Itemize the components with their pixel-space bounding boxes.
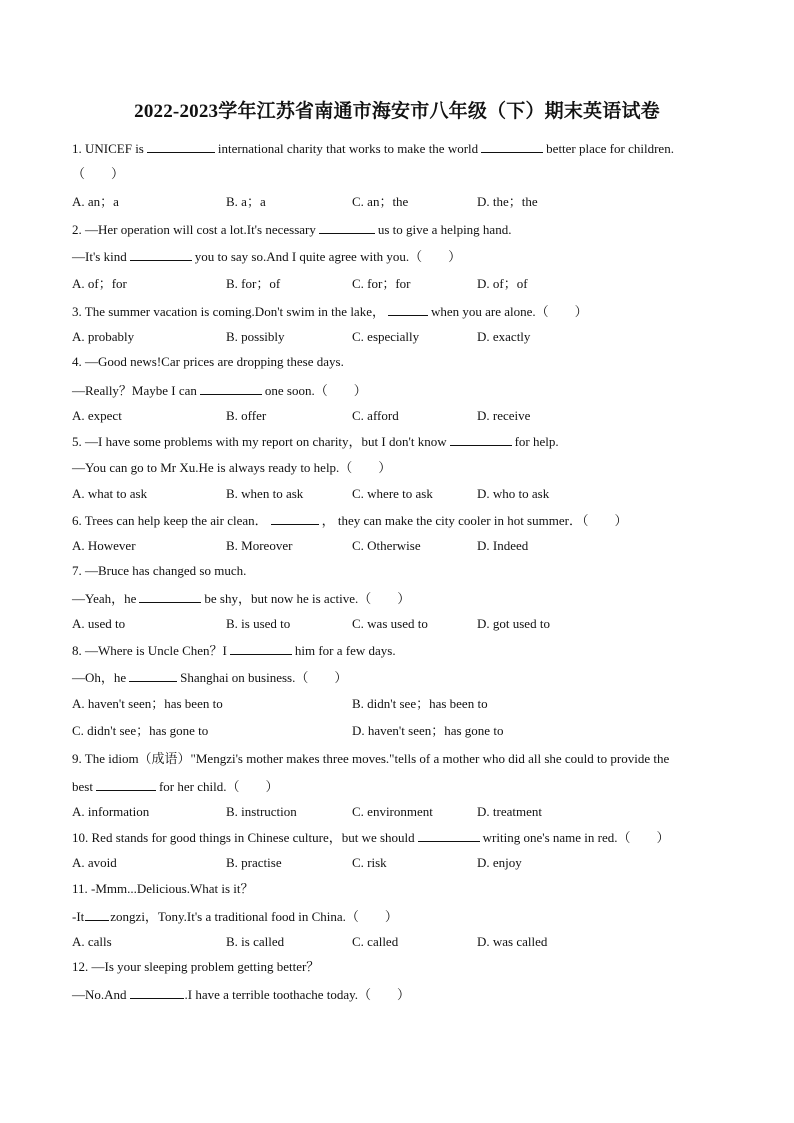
q4-text-c: one soon.（ ） <box>264 383 367 398</box>
q2-option-b: B. for；of <box>226 276 281 291</box>
q2-text-a: 2. —Her operation will cost a lot.It's necessary <box>72 222 316 237</box>
q1-text-a: 1. UNICEF is <box>72 141 144 156</box>
answer-blank <box>139 590 201 603</box>
q2-option-c: C. for；for <box>352 276 411 291</box>
q10-option-d: D. enjoy <box>477 855 522 870</box>
answer-blank <box>230 642 292 655</box>
q6-option-d: D. Indeed <box>477 538 529 553</box>
question-4-reply <box>72 382 367 399</box>
question-3-stem <box>72 303 588 320</box>
q11-option-c: C. called <box>352 934 399 949</box>
q10-option-b: B. practise <box>226 855 282 870</box>
q4-option-d: D. receive <box>477 408 531 423</box>
answer-blank <box>200 382 262 395</box>
q5-option-b: B. when to ask <box>226 486 304 501</box>
q8-option-a: A. haven't seen；has been to <box>72 696 223 711</box>
q8-option-b: B. didn't see；has been to <box>352 696 488 711</box>
q1-option-b: B. a；a <box>226 194 266 209</box>
q2-option-a: A. of；for <box>72 276 127 291</box>
answer-blank <box>129 669 177 682</box>
q9-option-a: A. information <box>72 804 150 819</box>
q3-text-a: 3. The summer vacation is coming.Don't swim in the lake， <box>72 304 385 319</box>
q9-option-c: C. environment <box>352 804 433 819</box>
q3-text-b: when you are alone.（ ） <box>430 304 588 319</box>
question-9-stem-cont <box>72 778 278 795</box>
q11-option-a: A. calls <box>72 934 112 949</box>
q6-text-b: ， they can make the city cooler in hot summer．（ ） <box>321 513 628 528</box>
q12-text-c: .I have a terrible toothache today.（ ） <box>184 987 411 1002</box>
q3-option-b: B. possibly <box>226 329 285 344</box>
question-5-stem <box>72 433 559 450</box>
q6-option-a: A. However <box>72 538 136 553</box>
q8-text-b: him for a few days. <box>294 643 396 658</box>
q7-text-b: —Yeah，he <box>72 591 137 606</box>
q1-option-c: C. an；the <box>352 194 409 209</box>
q1-text-c: better place for children. <box>546 141 674 156</box>
question-4-stem: 4. —Good news!Car prices are dropping these days. <box>72 354 344 369</box>
q1-option-a: A. an；a <box>72 194 119 209</box>
question-2-reply <box>72 248 461 265</box>
answer-blank <box>130 986 184 999</box>
q10-option-a: A. avoid <box>72 855 117 870</box>
q10-text-a: 10. Red stands for good things in Chinese culture，but we should <box>72 830 415 845</box>
q6-text-a: 6. Trees can help keep the air clean． <box>72 513 268 528</box>
answer-blank <box>96 778 156 791</box>
q5-option-c: C. where to ask <box>352 486 433 501</box>
q4-option-c: C. afford <box>352 408 399 423</box>
question-1-stem <box>72 140 674 157</box>
answer-blank <box>147 140 215 153</box>
q9-text-b: best <box>72 779 93 794</box>
question-2-stem <box>72 221 511 238</box>
question-5-reply: —You can go to Mr Xu.He is always ready to help.（ ） <box>72 460 392 475</box>
q5-option-a: A. what to ask <box>72 486 148 501</box>
answer-blank <box>450 433 512 446</box>
q8-option-d: D. haven't seen；has gone to <box>352 723 504 738</box>
q9-option-b: B. instruction <box>226 804 297 819</box>
question-6-stem <box>72 512 627 529</box>
q6-option-c: C. Otherwise <box>352 538 421 553</box>
q7-option-b: B. is used to <box>226 616 291 631</box>
q5-text-a: 5. —I have some problems with my report on charity，but I don't know <box>72 434 447 449</box>
question-11-reply <box>72 908 398 925</box>
answer-blank <box>85 908 109 921</box>
q3-option-a: A. probably <box>72 329 135 344</box>
exam-title: 2022-2023学年江苏省南通市海安市八年级（下）期末英语试卷 <box>134 101 660 122</box>
q4-option-a: A. expect <box>72 408 122 423</box>
q11-option-d: D. was called <box>477 934 548 949</box>
question-12-stem: 12. —Is your sleeping problem getting better？ <box>72 959 320 974</box>
q5-option-d: D. who to ask <box>477 486 550 501</box>
q9-text-c: for her child.（ ） <box>158 779 279 794</box>
q9-option-d: D. treatment <box>477 804 542 819</box>
q1-option-d: D. the；the <box>477 194 538 209</box>
q6-option-b: B. Moreover <box>226 538 293 553</box>
q4-option-b: B. offer <box>226 408 267 423</box>
q10-text-b: writing one's name in red.（ ） <box>482 830 670 845</box>
q2-text-d: you to say so.And I quite agree with you.（ ） <box>194 249 462 264</box>
q1-answer-paren: （ ） <box>72 166 125 181</box>
q7-option-a: A. used to <box>72 616 126 631</box>
q11-text-b: -It <box>72 909 85 924</box>
q5-text-b: for help. <box>514 434 559 449</box>
q1-text-b: international charity that works to make the world <box>217 141 479 156</box>
q2-text-c: —It's kind <box>72 249 127 264</box>
question-11-stem: 11. -Mmm...Delicious.What is it？ <box>72 881 254 896</box>
q8-text-c: —Oh，he <box>72 670 127 685</box>
q12-text-b: —No.And <box>72 987 127 1002</box>
q3-option-d: D. exactly <box>477 329 531 344</box>
question-10-stem <box>72 829 670 846</box>
q8-text-d: Shanghai on business.（ ） <box>180 670 348 685</box>
question-12-reply <box>72 986 410 1003</box>
question-7-reply <box>72 590 410 607</box>
q7-option-d: D. got used to <box>477 616 550 631</box>
q10-option-c: C. risk <box>352 855 387 870</box>
q8-option-c: C. didn't see；has gone to <box>72 723 209 738</box>
question-8-stem <box>72 642 396 659</box>
q11-text-c: zongzi，Tony.It's a traditional food in China.（ ） <box>110 909 398 924</box>
question-8-reply <box>72 669 347 686</box>
answer-blank <box>388 303 428 316</box>
q3-option-c: C. especially <box>352 329 420 344</box>
answer-blank <box>418 829 480 842</box>
question-7-stem: 7. —Bruce has changed so much. <box>72 563 247 578</box>
answer-blank <box>319 221 375 234</box>
q8-text-a: 8. —Where is Uncle Chen？I <box>72 643 227 658</box>
question-9-stem: 9. The idiom（成语）"Mengzi's mother makes three moves."tells of a mother who did all she could to provide the <box>72 751 670 766</box>
q2-text-b: us to give a helping hand. <box>377 222 512 237</box>
q2-option-d: D. of；of <box>477 276 528 291</box>
q7-option-c: C. was used to <box>352 616 428 631</box>
q7-text-c: be shy，but now he is active.（ ） <box>204 591 411 606</box>
answer-blank <box>481 140 543 153</box>
q4-text-b: —Really？Maybe I can <box>72 383 197 398</box>
answer-blank <box>130 248 192 261</box>
q11-option-b: B. is called <box>226 934 285 949</box>
answer-blank <box>271 512 319 525</box>
